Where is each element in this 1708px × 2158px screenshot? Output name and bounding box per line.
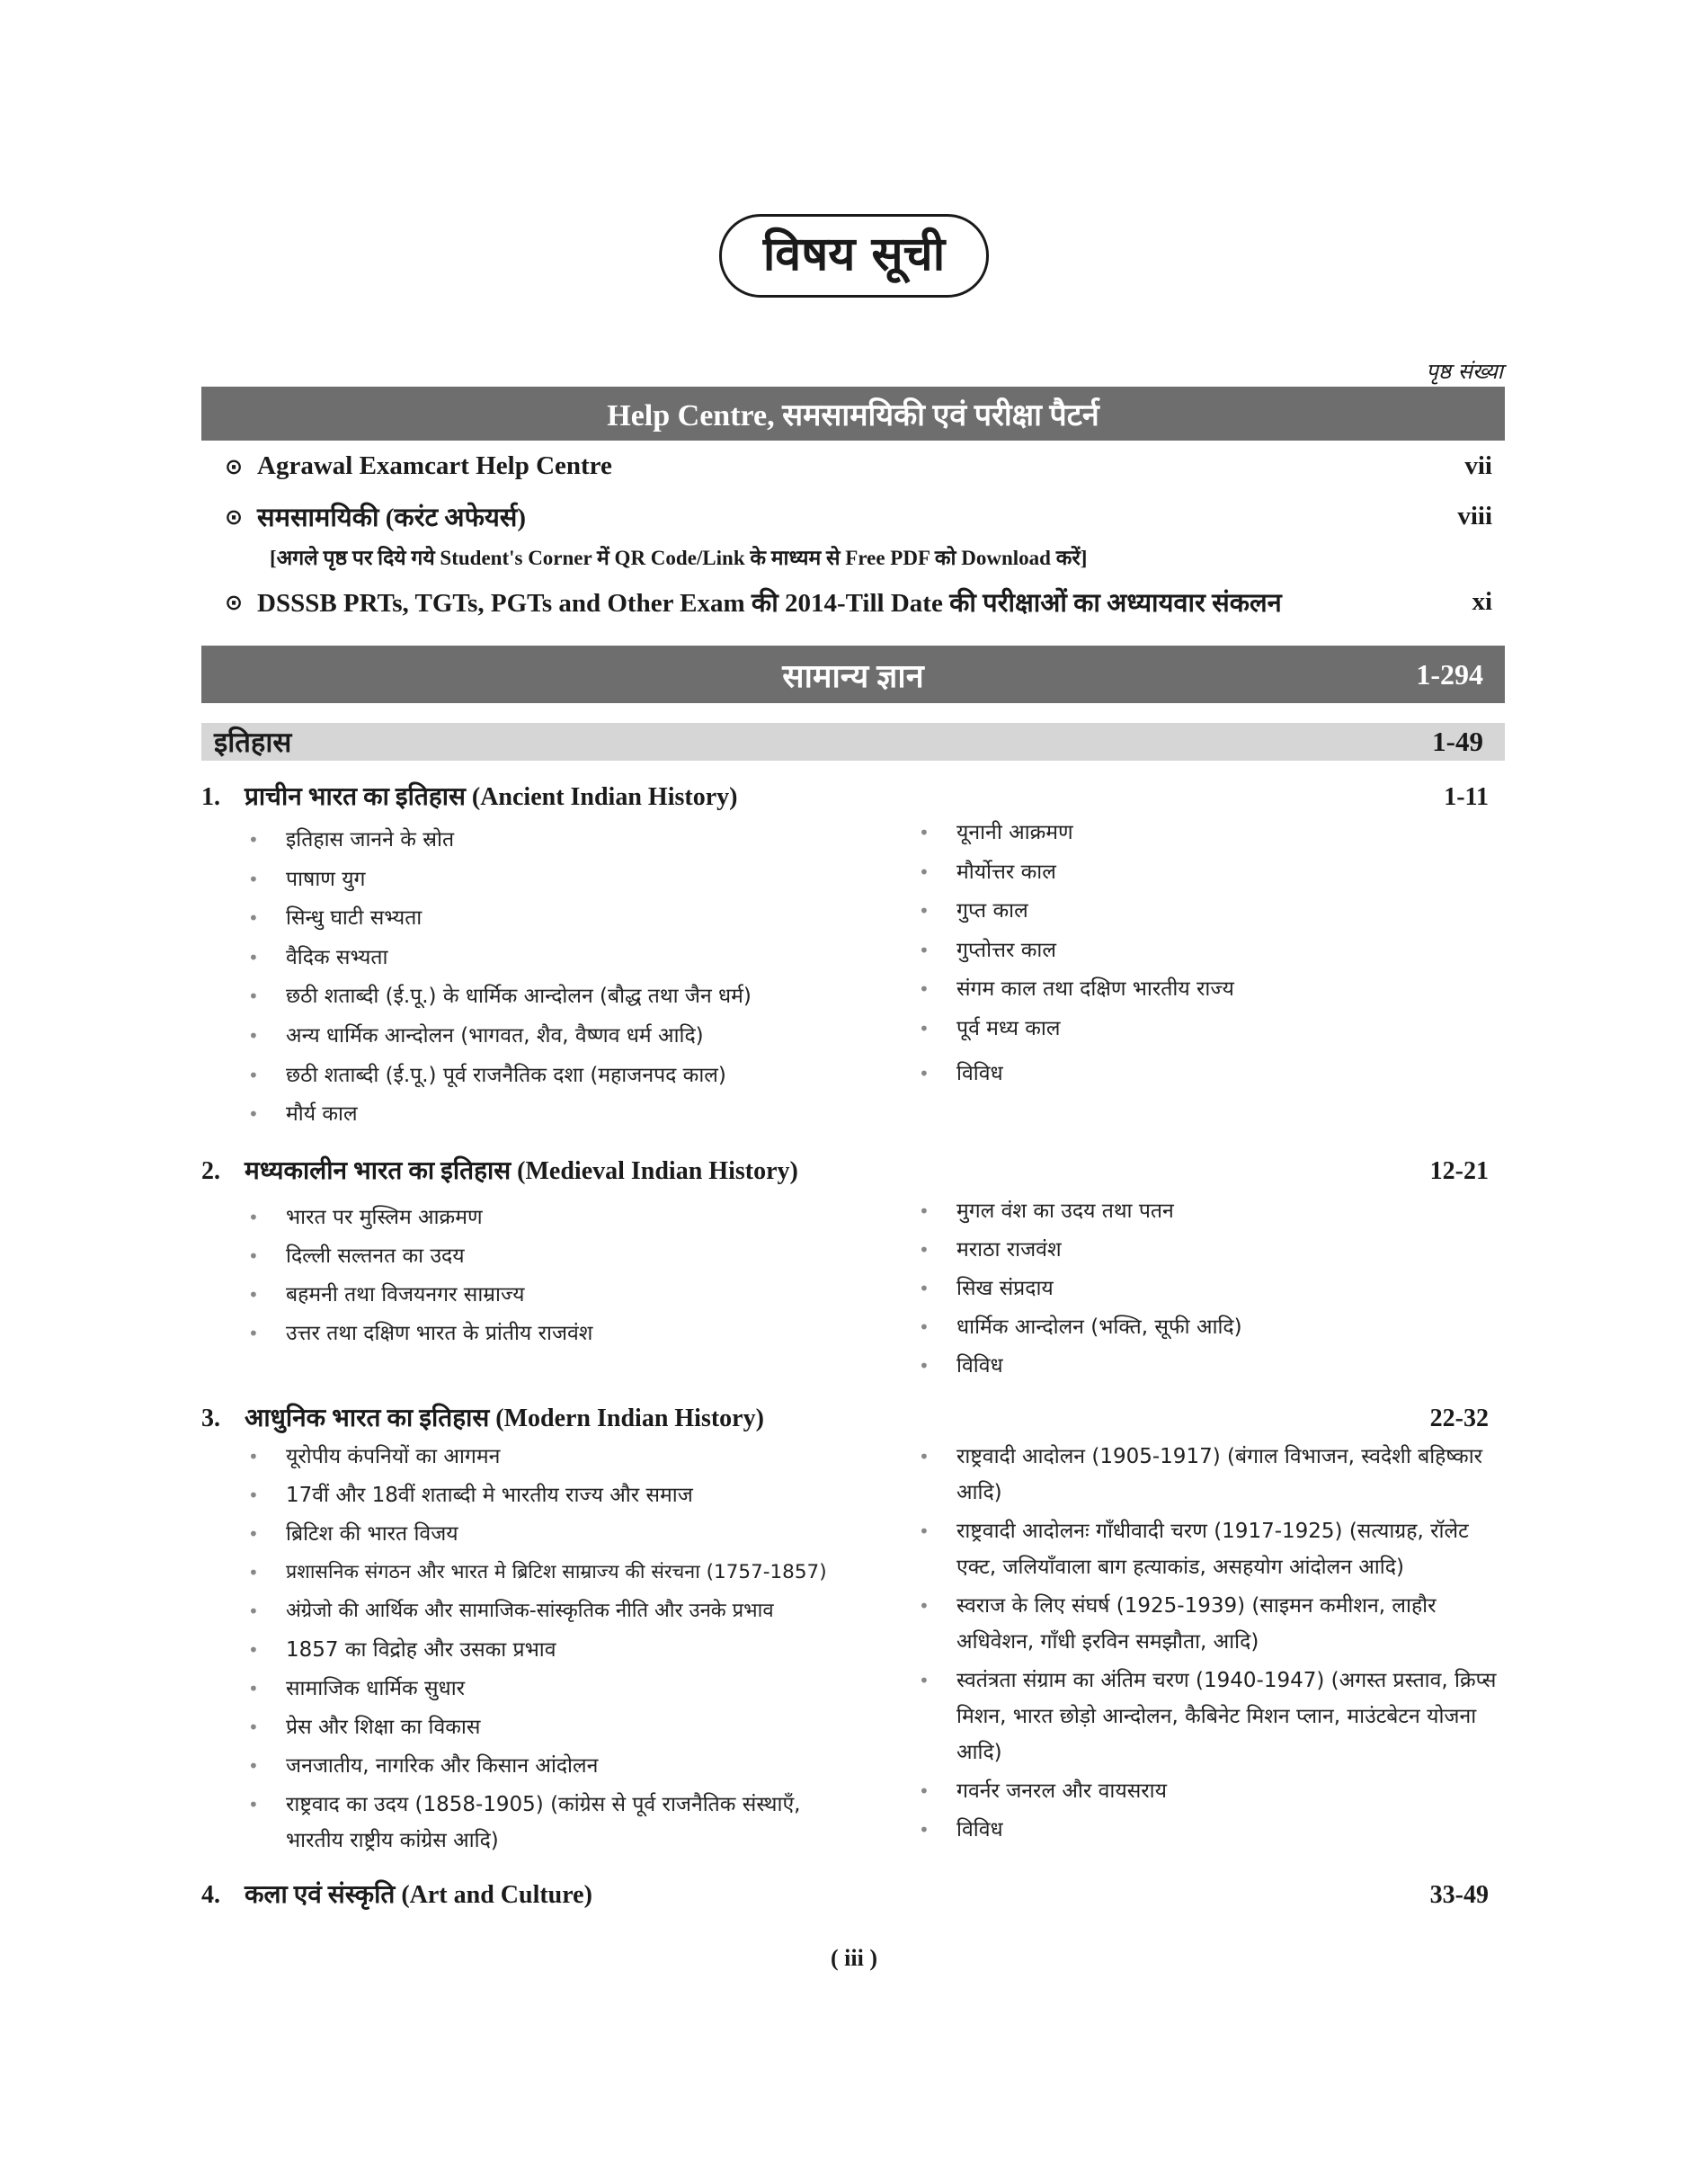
circled-dot-icon: ⊙ [225, 453, 244, 479]
list-item: • स्वराज के लिए संघर्ष (1925-1939) (साइमन कमीशन, लाहौर अधिवेशन, गाँधी इरविन समझौता, आदि) [913, 1588, 1507, 1660]
list-item: • सिख संप्रदाय [913, 1270, 1507, 1308]
chapter-2-topics-right [913, 1192, 1507, 1386]
list-item: • मौर्य काल [243, 1095, 872, 1135]
list-item: • विविध [913, 1055, 1507, 1094]
chapter-1-topics-left [243, 821, 872, 1135]
help-item-text: समसामयिकी (करंट अफेयर्स) [257, 504, 527, 532]
list-item: • राष्ट्रवादी आदोलनः गाँधीवादी चरण (1917-1925) (सत्याग्रह, रॉलेट एक्ट, जलियाँवाला बाग हत्याकांड, असहयोग आंदोलन आदि) [913, 1513, 1507, 1585]
chapter-2-topics-left [243, 1199, 872, 1353]
list-item: • गवर्नर जनरल और वायसराय [913, 1773, 1507, 1809]
subsection-pages: 1-49 [1432, 726, 1483, 757]
list-item: • छठी शताब्दी (ई.पू.) के धार्मिक आन्दोलन (बौद्ध तथा जैन धर्म) [243, 977, 872, 1017]
list-item: • मौर्योत्तर काल [913, 853, 1507, 893]
chapter-heading[interactable] [201, 1400, 1489, 1434]
help-item-page: xi [1472, 587, 1492, 616]
help-item-text: Agrawal Examcart Help Centre [257, 451, 612, 480]
chapter-number: 3. [201, 1404, 220, 1432]
chapter-3-topics-right [913, 1439, 1507, 1850]
chapter-title: आधुनिक भारत का इतिहास (Modern Indian History) [245, 1404, 764, 1432]
list-item: • मराठा राजवंश [913, 1231, 1507, 1270]
chapter-heading[interactable] [201, 1877, 1489, 1911]
list-item: • उत्तर तथा दक्षिण भारत के प्रांतीय राजवंश [243, 1315, 872, 1353]
chapter-number: 1. [201, 783, 220, 811]
list-item: • राष्ट्रवादी आदोलन (1905-1917) (बंगाल विभाजन, स्वदेशी बहिष्कार आदि) [913, 1439, 1507, 1511]
circled-dot-icon: ⊙ [225, 589, 244, 615]
list-item: • संगम काल तथा दक्षिण भारतीय राज्य [913, 970, 1507, 1010]
list-item: • पाषाण युग [243, 861, 872, 900]
list-item: • वैदिक सभ्यता [243, 939, 872, 978]
circled-dot-icon: ⊙ [225, 504, 244, 530]
list-item: • प्रेस और शिक्षा का विकास [243, 1709, 854, 1745]
title-wrapper [0, 214, 1708, 298]
section-title: सामान्य ज्ञान [782, 657, 924, 694]
help-item[interactable] [225, 499, 1492, 534]
list-item: • गुप्तोत्तर काल [913, 932, 1507, 971]
help-item-page: vii [1464, 451, 1492, 480]
list-item: • इतिहास जानने के स्रोत [243, 821, 872, 861]
list-item: • भारत पर मुस्लिम आक्रमण [243, 1199, 872, 1237]
help-item-page: viii [1457, 502, 1492, 531]
chapter-pages: 33-49 [1429, 1881, 1489, 1909]
help-item-text: DSSSB PRTs, TGTs, PGTs and Other Exam की 2014-Till Date की परीक्षाओं का अध्यायवार संकलन [257, 589, 1282, 618]
subsection-title: इतिहास [214, 727, 292, 758]
list-item: • गुप्त काल [913, 892, 1507, 932]
help-item[interactable] [225, 584, 1492, 620]
section-pages: 1-294 [1416, 657, 1483, 691]
list-item: • प्रशासनिक संगठन और भारत मे ब्रिटिश साम्राज्य की संरचना (1757-1857) [243, 1555, 854, 1591]
chapter-title: प्राचीन भारत का इतिहास (Ancient Indian History) [245, 783, 738, 811]
list-item: • ब्रिटिश की भारत विजय [243, 1516, 854, 1552]
chapter-title: कला एवं संस्कृति (Art and Culture) [245, 1881, 592, 1909]
chapter-3-topics-left [243, 1439, 854, 1861]
list-item: • 1857 का विद्रोह और उसका प्रभाव [243, 1632, 854, 1668]
page-title: विषय सूची [719, 214, 989, 298]
section-heading [201, 646, 1505, 703]
list-item: • राष्ट्रवाद का उदय (1858-1905) (कांग्रेस से पूर्व राजनैतिक संस्थाएँ, भारतीय राष्ट्रीय कांग्रेस आदि) [243, 1787, 854, 1859]
list-item: • विविध [913, 1347, 1507, 1386]
list-item: • 17वीं और 18वीं शताब्दी मे भारतीय राज्य और समाज [243, 1477, 854, 1513]
list-item: • धार्मिक आन्दोलन (भक्ति, सूफी आदि) [913, 1308, 1507, 1347]
list-item: • पूर्व मध्य काल [913, 1010, 1507, 1049]
list-item: • यूरोपीय कंपनियों का आगमन [243, 1439, 854, 1475]
chapter-1-topics-right [913, 814, 1507, 1093]
list-item: • जनजातीय, नागरिक और किसान आंदोलन [243, 1748, 854, 1784]
chapter-number: 4. [201, 1881, 220, 1909]
list-item: • छठी शताब्दी (ई.पू.) पूर्व राजनैतिक दशा (महाजनपद काल) [243, 1057, 872, 1096]
chapter-pages: 12-21 [1429, 1157, 1489, 1185]
page-footer-number: ( iii ) [831, 1945, 877, 1971]
list-item: • सामाजिक धार्मिक सुधार [243, 1671, 854, 1707]
list-item: • अंग्रेजो की आर्थिक और सामाजिक-सांस्कृतिक नीति और उनके प्रभाव [243, 1593, 854, 1629]
help-section-heading: Help Centre, समसामयिकी एवं परीक्षा पैटर्न [201, 387, 1505, 441]
list-item: • दिल्ली सल्तनत का उदय [243, 1237, 872, 1276]
chapter-heading[interactable] [201, 1153, 1489, 1187]
list-item: • सिन्धु घाटी सभ्यता [243, 899, 872, 939]
chapter-number: 2. [201, 1157, 220, 1185]
list-item: • स्वतंत्रता संग्राम का अंतिम चरण (1940-1947) (अगस्त प्रस्ताव, क्रिप्स मिशन, भारत छोड़ो आन्दोलन, कैबिनेट मिशन प्लान, माउंटबेटन योजना आदि) [913, 1663, 1507, 1770]
help-note: [अगले पृष्ठ पर दिये गये Student's Corner में QR Code/Link के माध्यम से Free PDF को Download करें] [270, 547, 1088, 569]
list-item: • मुगल वंश का उदय तथा पतन [913, 1192, 1507, 1231]
subsection-heading [201, 723, 1505, 761]
chapter-title: मध्यकालीन भारत का इतिहास (Medieval Indian History) [245, 1157, 798, 1185]
list-item: • विविध [913, 1812, 1507, 1848]
list-item: • बहमनी तथा विजयनगर साम्राज्य [243, 1276, 872, 1315]
chapter-heading[interactable] [201, 779, 1489, 813]
chapter-pages: 1-11 [1444, 783, 1489, 811]
list-item: • यूनानी आक्रमण [913, 814, 1507, 853]
chapter-pages: 22-32 [1429, 1404, 1489, 1432]
help-item[interactable] [225, 451, 1492, 481]
page-number-label: पृष्ठ संख्या [1426, 359, 1503, 384]
list-item: • अन्य धार्मिक आन्दोलन (भागवत, शैव, वैष्णव धर्म आदि) [243, 1017, 872, 1057]
